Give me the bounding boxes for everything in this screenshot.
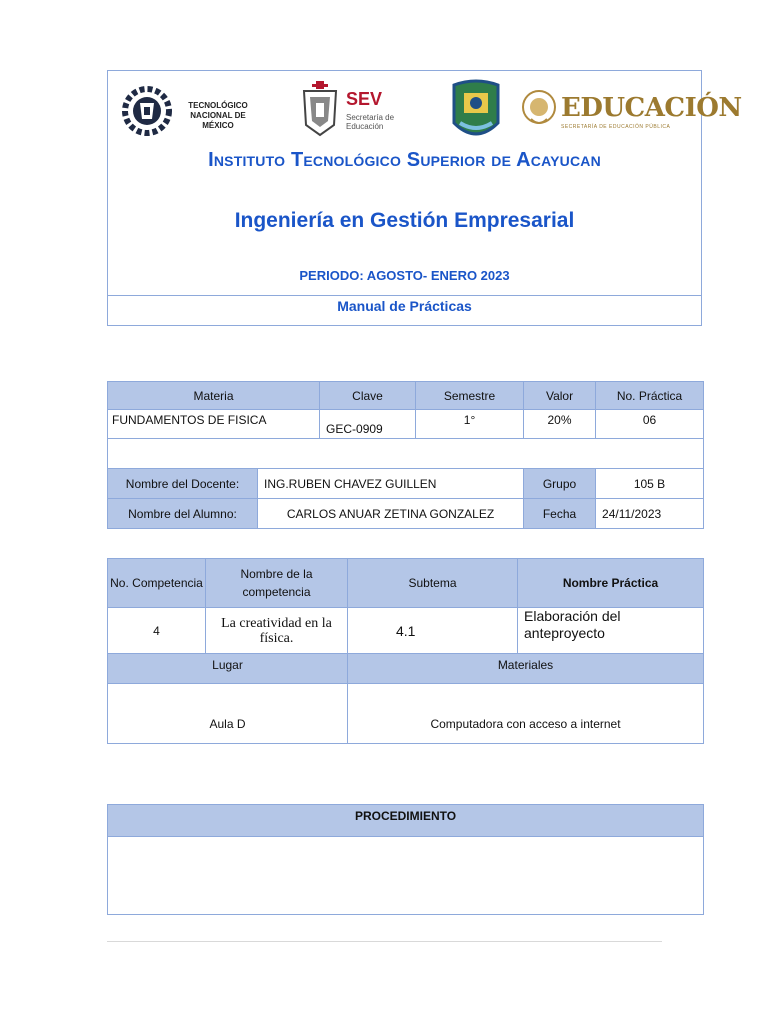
itsa-emblem-icon: [448, 79, 504, 143]
materiales-header: Materiales: [348, 654, 704, 684]
lugar-materiales-header-row: [108, 654, 704, 684]
national-seal-icon: [521, 79, 557, 135]
institute-title: Instituto Tecnológico Superior de Acayucan: [208, 149, 601, 171]
materiales-value: Computadora con acceso a internet: [348, 684, 704, 744]
info-spacer-row: [108, 439, 704, 469]
semestre-header: Semestre: [416, 382, 524, 410]
fecha-label: Fecha: [524, 499, 596, 529]
educacion-logo-subtitle: SECRETARÍA DE EDUCACIÓN PÚBLICA: [561, 124, 671, 130]
tnm-logo: [122, 79, 257, 143]
period-label: PERIODO: AGOSTO- ENERO 2023: [299, 268, 510, 283]
procedimiento-body-row: [108, 837, 704, 915]
sev-logo-title: SEV: [346, 89, 383, 109]
sev-logo-subtitle: Secretaría de Educación: [346, 113, 395, 131]
logos-row: [108, 71, 742, 147]
nombre-competencia-header: Nombre de la competencia: [206, 559, 348, 608]
subtema-header: Subtema: [348, 559, 518, 608]
nombre-practica-value: Elaboración del anteproyecto: [518, 608, 704, 654]
career-title: Ingeniería en Gestión Empresarial: [234, 209, 575, 232]
practice-info-table: [107, 381, 704, 529]
lugar-header: Lugar: [108, 654, 348, 684]
grupo-label: Grupo: [524, 469, 596, 499]
header-divider: [108, 295, 701, 296]
materia-header: Materia: [108, 382, 320, 410]
no-competencia-value: 4: [108, 608, 206, 654]
nombre-competencia-value: La creatividad en la física.: [206, 608, 348, 654]
sep-logo: [521, 79, 742, 143]
alumno-label: Nombre del Alumno:: [108, 499, 258, 529]
docente-row: [108, 469, 704, 499]
materia-value: FUNDAMENTOS DE FISICA: [108, 410, 320, 439]
manual-title: Manual de Prácticas: [337, 298, 472, 314]
clave-header: Clave: [320, 382, 416, 410]
footer-line: [107, 941, 662, 942]
no-practica-header: No. Práctica: [596, 382, 704, 410]
semestre-value: 1°: [416, 410, 524, 439]
docente-value: ING.RUBEN CHAVEZ GUILLEN: [258, 469, 524, 499]
itsa-emblem: [448, 79, 508, 143]
alumno-row: [108, 499, 704, 529]
valor-value: 20%: [524, 410, 596, 439]
no-practica-value: 06: [596, 410, 704, 439]
docente-label: Nombre del Docente:: [108, 469, 258, 499]
procedimiento-header: PROCEDIMIENTO: [108, 805, 704, 837]
clave-value: GEC-0909: [320, 410, 416, 439]
lugar-value: Aula D: [108, 684, 348, 744]
tnm-logo-text: TECNOLÓGICO NACIONAL DE MÉXICO: [188, 101, 248, 130]
valor-header: Valor: [524, 382, 596, 410]
veracruz-shield-icon: [298, 79, 342, 139]
lugar-materiales-value-row: [108, 684, 704, 744]
info-spacer-cell: [108, 439, 704, 469]
fecha-value: 24/11/2023: [596, 499, 704, 529]
procedimiento-body: [108, 837, 704, 915]
info-value-row: [108, 410, 704, 439]
info-header-row: [108, 382, 704, 410]
competencia-header-row: [108, 559, 704, 608]
grupo-value: 105 B: [596, 469, 704, 499]
tnm-gear-icon: [122, 79, 172, 143]
sev-logo: [298, 79, 408, 143]
nombre-practica-header: Nombre Práctica: [518, 559, 704, 608]
procedimiento-header-row: [108, 805, 704, 837]
no-competencia-header: No. Competencia: [108, 559, 206, 608]
competencia-value-row: [108, 608, 704, 654]
educacion-logo-title: EDUCACIÓN: [561, 93, 742, 123]
document-header: [107, 70, 742, 326]
procedimiento-table: [107, 804, 704, 915]
subtema-value: 4.1: [348, 608, 518, 654]
competencia-table: [107, 558, 704, 744]
alumno-value: CARLOS ANUAR ZETINA GONZALEZ: [258, 499, 524, 529]
